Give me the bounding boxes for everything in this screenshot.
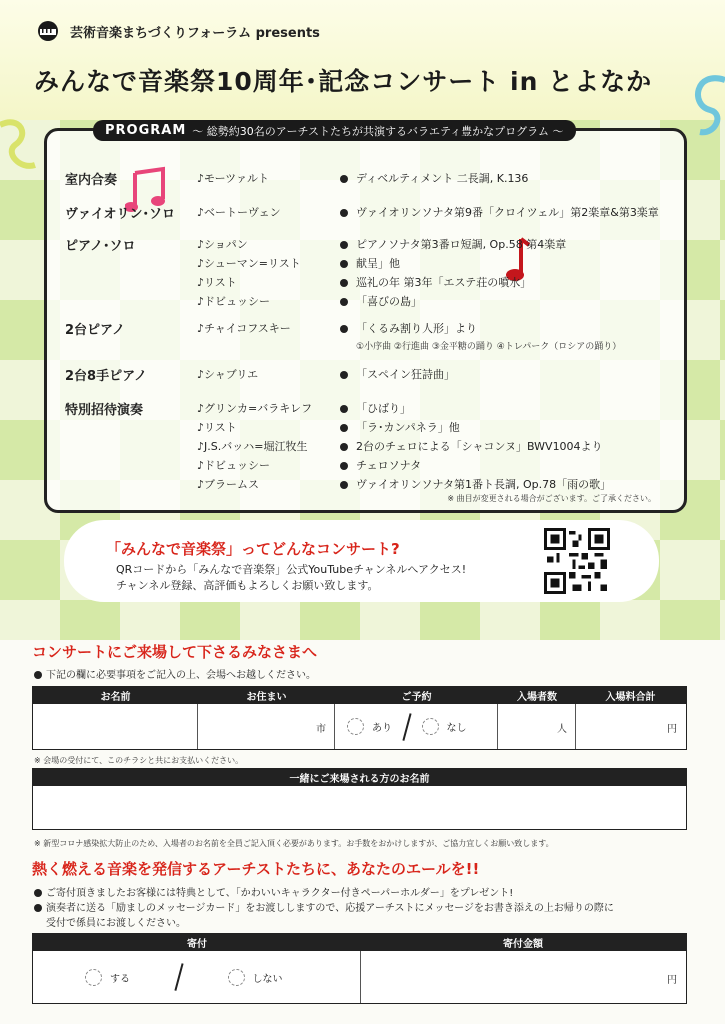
yen-unit: 円 xyxy=(667,975,677,986)
qr-code-icon[interactable] xyxy=(544,528,610,594)
composer: ♪モーツァルト xyxy=(197,172,270,185)
visitors-heading: コンサートにご来場して下さるみなさまへ xyxy=(32,643,318,661)
work: 「ラ･カンパネラ」他 xyxy=(340,418,611,437)
work: ヴァイオリンソナタ第1番ト長調, Op.78「雨の歌」 xyxy=(340,475,611,494)
payment-note: ※ 会場の受付にて、このチラシと共にお支払いください。 xyxy=(34,756,244,765)
attendee-count-field[interactable] xyxy=(498,704,576,749)
youtube-info-box xyxy=(64,520,659,602)
work: 2台のチェロによる「シャコンヌ」BWV1004より xyxy=(340,437,611,456)
program-subtitle: ～ 総勢約30名のアーチストたちが共演するバラエティ豊かなプログラム ～ xyxy=(192,124,564,138)
work: 献呈」他 xyxy=(340,254,566,273)
column-header-total: 入場料合計 xyxy=(605,692,656,703)
composer: ♪ドビュッシー xyxy=(197,295,271,308)
category-eight-hands: 2台8手ピアノ xyxy=(65,369,148,384)
work-movements: ①小序曲 ②行進曲 ③金平糖の踊り ④トレパーク（ロシアの踊り） xyxy=(356,342,622,352)
column-header-donation: 寄付 xyxy=(187,939,207,950)
reservation-field xyxy=(335,704,498,749)
youtube-info-text xyxy=(116,562,466,594)
work: 巡礼の年 第3年「エステ荘の噴水」 xyxy=(340,273,566,292)
work: 「くるみ割り人形」より xyxy=(340,319,621,338)
visitor-table xyxy=(32,686,687,750)
presenter-line xyxy=(34,20,320,42)
total-fee-field[interactable] xyxy=(576,704,685,749)
work: 「喜びの島」 xyxy=(340,292,566,311)
donation-table xyxy=(32,933,687,1004)
composer: ♪ブラームス xyxy=(197,478,260,491)
work: 「ひばり」 xyxy=(340,399,611,418)
covid-note: ※ 新型コロナ感染拡大防止のため、入場者のお名前を全員ご記入頂く必要があります。お手数をおかけしますが、ご協力宜しくお願い致します。 xyxy=(34,839,554,848)
composer: ♪リスト xyxy=(197,276,237,289)
column-header-donation-amount: 寄付金額 xyxy=(503,939,543,950)
city-unit: 市 xyxy=(316,724,326,735)
piano-logo-icon xyxy=(34,20,62,42)
category-two-pianos: 2台ピアノ xyxy=(65,323,126,338)
youtube-info-title: 「みんなで音楽祭」ってどんなコンサート? xyxy=(106,540,400,558)
column-header-reservation: ご予約 xyxy=(401,692,432,703)
slash-divider xyxy=(174,963,183,990)
composer: ♪チャイコフスキー xyxy=(197,322,291,335)
page-title: みんなで音楽祭10周年･記念コンサート in とよなか xyxy=(34,67,653,96)
category-chamber: 室内合奏 xyxy=(65,173,118,188)
composer: ♪ショパン xyxy=(197,238,248,251)
presenter-text: 芸術音楽まちづくりフォーラム presents xyxy=(70,25,320,41)
program-label: PROGRAM xyxy=(105,123,187,138)
companion-table xyxy=(32,768,687,830)
program-box xyxy=(44,123,687,513)
yen-unit: 円 xyxy=(667,724,677,735)
header-background xyxy=(0,0,725,120)
program-header xyxy=(93,120,576,141)
swirl-decoration-icon xyxy=(0,115,40,175)
youtube-info-line: QRコードから「みんなで音楽祭」公式YouTubeチャンネルへアクセス! xyxy=(116,563,467,576)
reservation-yes-radio[interactable] xyxy=(347,718,364,735)
name-field[interactable] xyxy=(33,704,198,749)
work: ヴァイオリンソナタ第9番「クロイツェル」第2楽章&第3楽章 xyxy=(340,203,659,222)
donation-bullet: 演奏者に送る「励ましのメッセージカード」をお渡ししますので、応援アーチストにメッセージをお書き添えの上お帰りの際に xyxy=(34,899,614,914)
donation-no-label: しない xyxy=(252,973,283,985)
donation-yes-radio[interactable] xyxy=(85,969,102,986)
person-unit: 人 xyxy=(557,724,567,735)
work: 「スペイン狂詩曲」 xyxy=(340,365,455,384)
program-change-note: ※ 曲目が変更される場合がございます。ご了承ください。 xyxy=(447,494,656,503)
companion-header: 一緒にご来場される方のお名前 xyxy=(289,774,430,785)
slash-divider xyxy=(402,713,411,740)
donation-yes-label: する xyxy=(110,973,130,985)
youtube-info-line: チャンネル登録、高評価もよろしくお願い致します。 xyxy=(116,579,379,592)
reservation-no-radio[interactable] xyxy=(422,718,439,735)
work: ピアノソナタ第3番ロ短調, Op.58 第4楽章 xyxy=(340,235,566,254)
column-header-name: お名前 xyxy=(100,692,131,703)
donation-bullet: ご寄付頂きましたお客様には特典として、「かわいいキャラクター付きペーパーホルダー」をプレゼント! xyxy=(34,884,513,899)
category-special-guest: 特別招待演奏 xyxy=(65,403,144,418)
work: チェロソナタ xyxy=(340,456,611,475)
donation-no-radio[interactable] xyxy=(228,969,245,986)
companion-names-field[interactable] xyxy=(33,786,686,827)
composer: ♪ベートーヴェン xyxy=(197,206,281,219)
category-violin-solo: ヴァイオリン･ソロ xyxy=(65,207,175,222)
work: ディベルティメント 二長調, K.136 xyxy=(340,169,528,188)
donation-heading: 熱く燃える音楽を発信するアーチストたちに、あなたのエールを!! xyxy=(32,860,480,878)
clef-decoration-icon xyxy=(685,70,725,140)
donation-amount-field[interactable] xyxy=(361,951,685,1003)
column-header-address: お住まい xyxy=(246,692,287,703)
composer: ♪J.S.バッハ=堀江牧生 xyxy=(197,440,308,453)
reservation-no-label: なし xyxy=(446,723,467,734)
composer: ♪シャブリエ xyxy=(197,368,259,381)
visitors-instruction: 下記の欄に必要事項をご記入の上、会場へお越しください。 xyxy=(34,666,316,681)
category-piano-solo: ピアノ･ソロ xyxy=(65,239,136,254)
address-field[interactable] xyxy=(198,704,335,749)
composer: ♪リスト xyxy=(197,421,237,434)
column-header-attendees: 入場者数 xyxy=(517,692,557,703)
composer: ♪ドビュッシー xyxy=(197,459,271,472)
donation-bullet-cont: 受付で係員にお渡しください。 xyxy=(46,918,186,929)
composer: ♪シューマン=リスト xyxy=(197,257,301,270)
composer: ♪グリンカ=バラキレフ xyxy=(197,402,313,415)
reservation-yes-label: あり xyxy=(372,723,392,734)
donation-choice-field xyxy=(33,951,361,1003)
